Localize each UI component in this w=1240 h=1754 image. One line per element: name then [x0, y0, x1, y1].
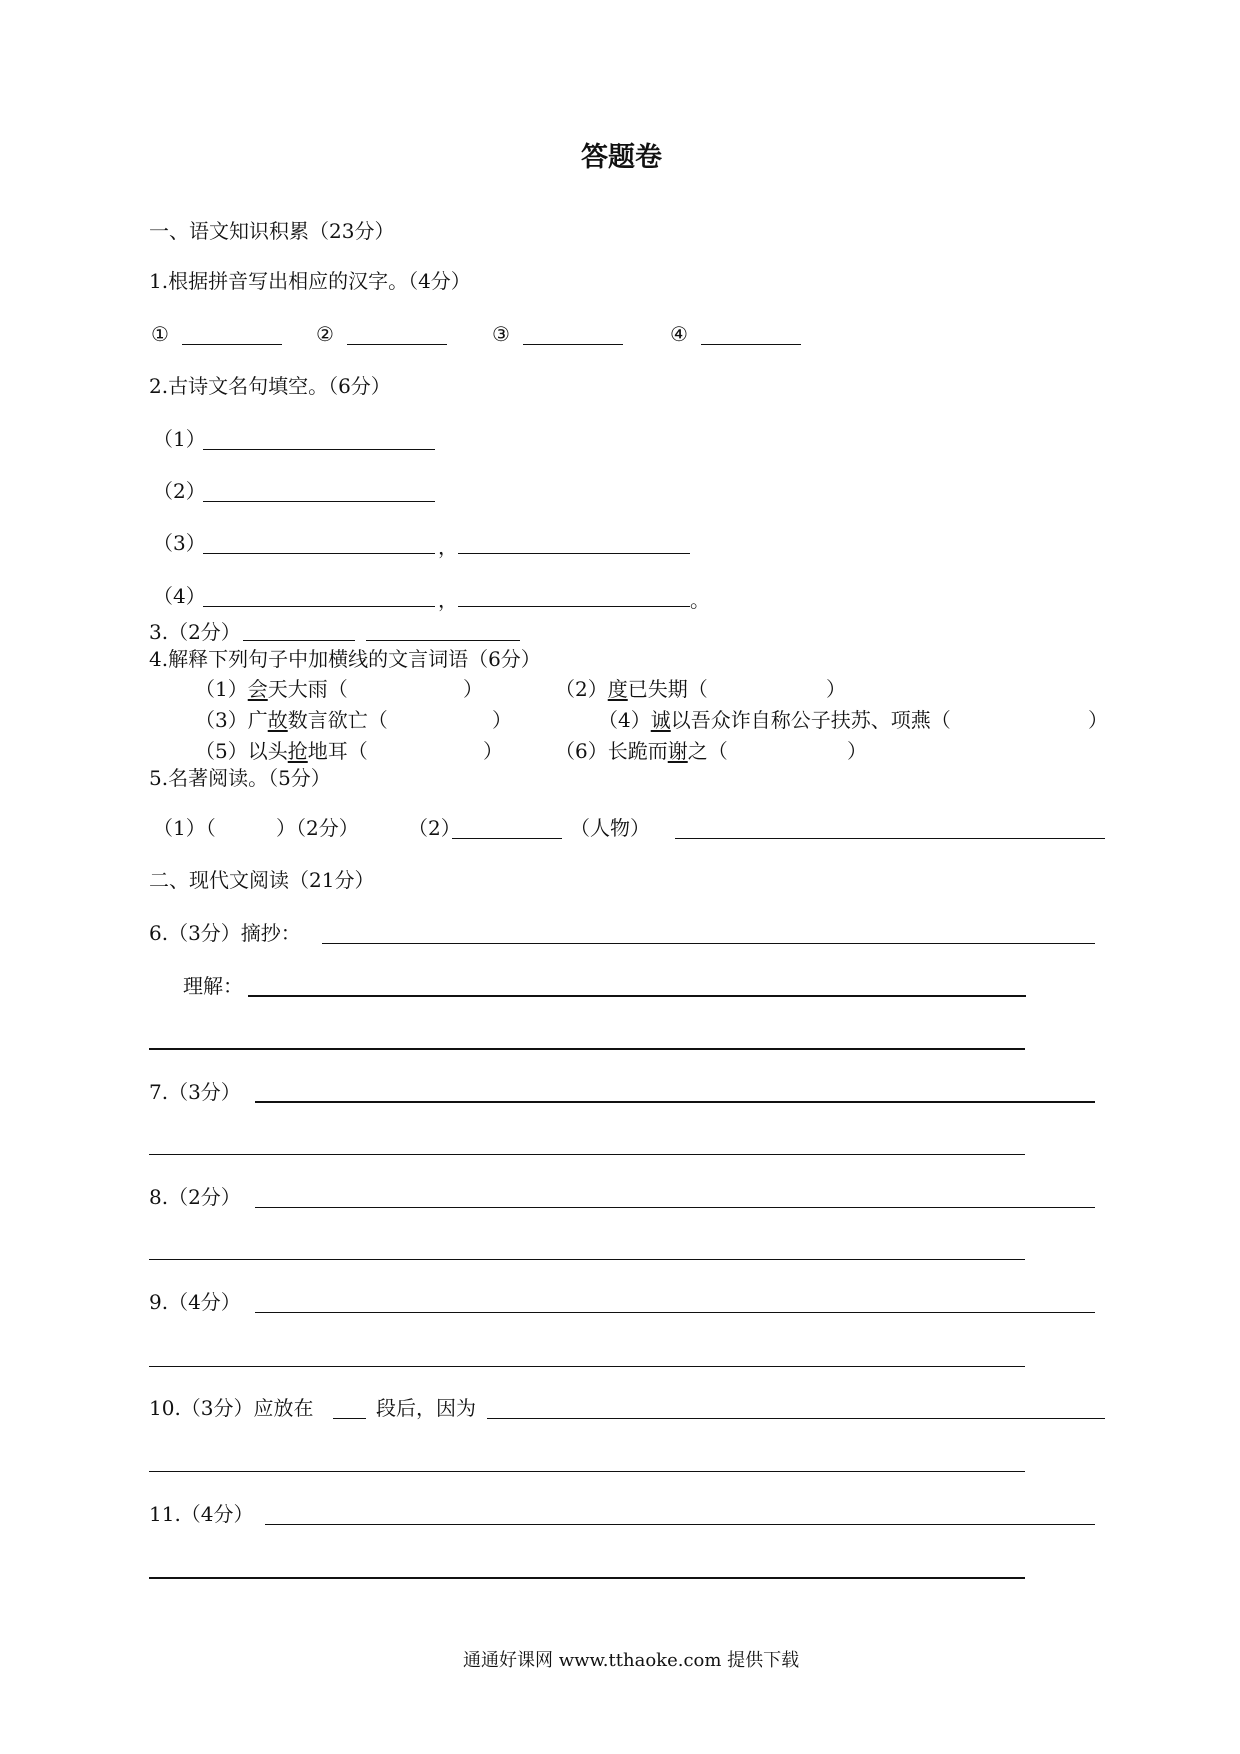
q6-understanding-label: 理解：: [183, 974, 243, 998]
q1-blank-2[interactable]: [347, 344, 447, 345]
q2-item-3-comma: ，: [438, 535, 458, 559]
q4-item-6-word: 谢: [667, 739, 688, 763]
q4-item-4-num: （4）: [598, 708, 651, 732]
q1-blank-4[interactable]: [701, 344, 801, 345]
q4-item-5-word: 抢: [287, 739, 308, 763]
q4-item-4-post: 以吾众诈自称公子扶苏、项燕（: [670, 708, 951, 732]
q11-label: 11.（4分）: [149, 1502, 254, 1526]
q4-item-6-pre: 长跪而: [607, 739, 668, 763]
q9-label: 9.（4分）: [149, 1290, 241, 1314]
q4-item-3-num: （3）: [195, 708, 248, 732]
q9-answer-line-2[interactable]: [149, 1366, 1025, 1367]
q11-answer-line-1[interactable]: [265, 1524, 1095, 1525]
q4-item-1-post: 天大雨（: [267, 677, 348, 701]
q4-item-5-post: 地耳（: [307, 739, 368, 763]
q5-label: 5.名著阅读。（5分）: [149, 766, 331, 790]
section1-heading: 一、语文知识积累（23分）: [149, 219, 395, 243]
q2-item-4-blank-a[interactable]: [203, 606, 435, 607]
q2-item-2-blank[interactable]: [203, 501, 435, 502]
q4-item-5-close: ）: [483, 739, 503, 763]
q4-item-3-word: 故: [267, 708, 288, 732]
section2-heading: 二、现代文阅读（21分）: [149, 868, 375, 892]
q5-part1-close: ）（2分）: [276, 816, 359, 840]
q4-item-3-post: 数言欲亡（: [287, 708, 388, 732]
q1-blank-1[interactable]: [182, 344, 282, 345]
q10-label: 10.（3分）应放在: [149, 1396, 314, 1420]
q2-item-1-num: （1）: [153, 427, 206, 451]
q5-part2-num: （2）: [408, 816, 461, 840]
q2-label: 2.古诗文名句填空。（6分）: [149, 374, 391, 398]
q4-item-2-post: 已失期（: [627, 677, 708, 701]
q2-item-3-num: （3）: [153, 531, 206, 555]
q9-answer-line-1[interactable]: [255, 1312, 1095, 1313]
q4-item-4-close: ）: [1088, 708, 1108, 732]
q4-item-3-pre: 广: [247, 708, 268, 732]
q4-item-4: [598, 708, 951, 732]
q8-answer-line-2[interactable]: [149, 1259, 1025, 1260]
q6-understanding-line-2[interactable]: [149, 1048, 1025, 1050]
q4-item-2-close: ）: [826, 677, 846, 701]
q2-item-3-blank-a[interactable]: [203, 553, 435, 554]
q11-answer-line-2[interactable]: [149, 1577, 1025, 1579]
footer-text: 通通好课网 www.tthaoke.com 提供下载: [463, 1650, 800, 1671]
q4-item-4-word: 诚: [650, 708, 671, 732]
q4-item-1-word: 会: [247, 677, 268, 701]
q1-marker-1: ①: [151, 322, 169, 346]
q3-blank-1[interactable]: [243, 640, 355, 641]
q2-item-4-period: 。: [690, 588, 710, 612]
page-title: 答题卷: [581, 142, 662, 173]
q7-answer-line-1[interactable]: [255, 1101, 1095, 1103]
q4-item-6-close: ）: [847, 739, 867, 763]
q3-blank-2[interactable]: [366, 640, 520, 641]
q4-item-5-num: （5）: [195, 739, 248, 763]
q4-item-6-num: （6）: [555, 739, 608, 763]
q2-item-4-comma: ，: [438, 588, 458, 612]
q2-item-4-blank-b[interactable]: [458, 606, 690, 607]
q3-label: 3.（2分）: [149, 620, 241, 644]
q5-part2-blank[interactable]: [452, 838, 562, 839]
q4-item-1-close: ）: [463, 677, 483, 701]
q1-marker-3: ③: [492, 322, 510, 346]
q5-part2-answer-line[interactable]: [675, 838, 1105, 839]
q1-blank-3[interactable]: [523, 344, 623, 345]
q6-label: 6.（3分）摘抄：: [149, 921, 301, 945]
q4-item-2: [555, 677, 708, 701]
q4-item-3-close: ）: [492, 708, 512, 732]
q1-marker-2: ②: [316, 322, 334, 346]
q6-understanding-line-1[interactable]: [248, 995, 1026, 997]
q10-answer-line-1[interactable]: [487, 1418, 1105, 1419]
q4-item-1-num: （1）: [195, 677, 248, 701]
q4-item-1: [195, 677, 348, 701]
q4-label: 4.解释下列句子中加横线的文言词语（6分）: [149, 647, 541, 671]
q10-answer-line-2[interactable]: [149, 1471, 1025, 1472]
q4-item-3: [195, 708, 388, 732]
q1-label: 1.根据拼音写出相应的汉字。（4分）: [149, 269, 471, 293]
q4-item-5-pre: 以头: [247, 739, 288, 763]
q8-answer-line-1[interactable]: [255, 1207, 1095, 1208]
q10-paragraph-blank[interactable]: [333, 1418, 366, 1419]
q2-item-2-num: （2）: [153, 479, 206, 503]
q4-item-5: [195, 739, 368, 763]
q8-label: 8.（2分）: [149, 1185, 241, 1209]
q6-excerpt-line[interactable]: [322, 943, 1095, 944]
q7-label: 7.（3分）: [149, 1080, 241, 1104]
q4-item-2-word: 度: [607, 677, 628, 701]
q2-item-1-blank[interactable]: [203, 449, 435, 450]
q5-person-label: （人物）: [570, 816, 650, 840]
q2-item-3-blank-b[interactable]: [458, 553, 690, 554]
q5-part1-open: （1）（: [153, 816, 216, 840]
q10-reason-label: 段后，因为: [376, 1396, 476, 1420]
q4-item-6-post: 之（: [687, 739, 728, 763]
q1-marker-4: ④: [670, 322, 688, 346]
q7-answer-line-2[interactable]: [149, 1154, 1025, 1155]
q2-item-4-num: （4）: [153, 584, 206, 608]
q4-item-6: [555, 739, 728, 763]
q4-item-2-num: （2）: [555, 677, 608, 701]
